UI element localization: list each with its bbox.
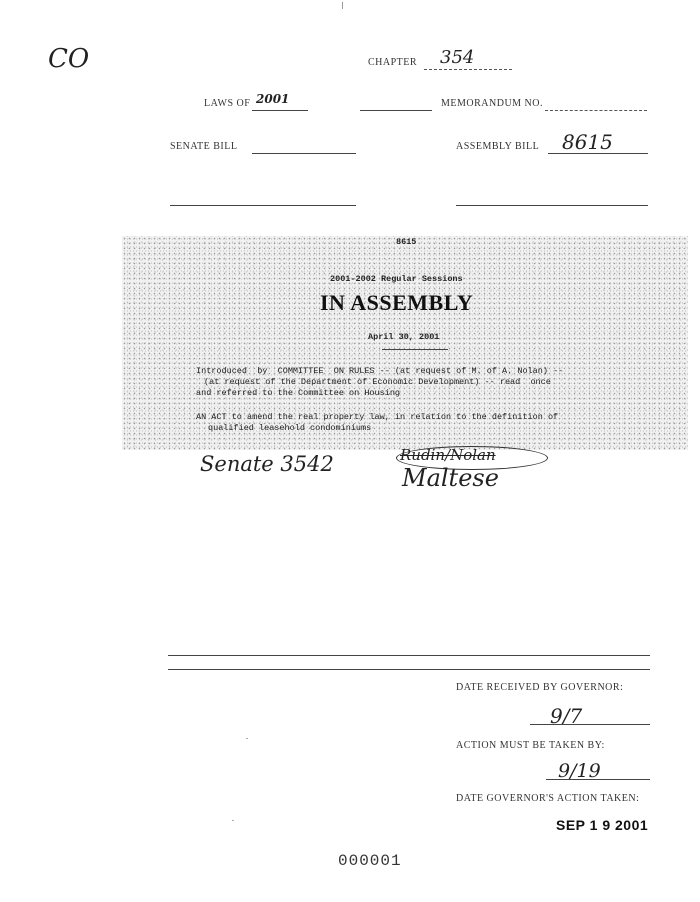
rule-upper — [168, 655, 650, 656]
action-by-value: 9/19 — [558, 760, 601, 782]
senate-bill-label: SENATE BILL — [170, 141, 238, 152]
date-received-line — [530, 724, 650, 725]
action-taken-label: DATE GOVERNOR'S ACTION TAKEN: — [456, 793, 640, 804]
memo-prefix-line — [360, 110, 432, 111]
action-by-label: ACTION MUST BE TAKEN BY: — [456, 740, 605, 751]
date-received-label: DATE RECEIVED BY GOVERNOR: — [456, 682, 624, 693]
act-line-1: AN ACT to amend the real property law, in relation to the definition of — [196, 412, 559, 422]
intro-line-1: Introduced by COMMITTEE ON RULES -- (at request of M. of A. Nolan) -- — [196, 366, 564, 376]
laws-of-label: LAWS OF — [204, 98, 251, 109]
chapter-label: CHAPTER — [368, 57, 418, 68]
laws-of-line — [252, 110, 308, 111]
speck — [246, 738, 248, 739]
bill-date-underline — [382, 349, 448, 350]
bill-number: 8615 — [396, 237, 417, 247]
blank-line-left — [170, 205, 356, 206]
memorandum-label: MEMORANDUM NO. — [441, 98, 544, 109]
laws-of-value: 2001 — [256, 92, 290, 106]
date-received-value: 9/7 — [550, 704, 583, 728]
blank-line-right — [456, 205, 648, 206]
rule-lower — [168, 669, 650, 670]
chapter-value: 354 — [440, 47, 475, 68]
assembly-bill-label: ASSEMBLY BILL — [456, 141, 540, 152]
intro-line-3: and referred to the Committee on Housing — [196, 388, 401, 398]
action-by-line — [546, 779, 650, 780]
struck-name: Rudin/Nolan — [400, 446, 496, 464]
act-line-2: qualified leasehold condominiums — [208, 423, 372, 433]
page-number: 000001 — [338, 852, 402, 870]
intro-line-2: (at request of the Department of Economic Development) -- read once — [204, 377, 551, 387]
chapter-line — [424, 69, 512, 70]
bill-date: April 30, 2001 — [368, 332, 440, 342]
action-taken-stamp: SEP 1 9 2001 — [556, 817, 649, 833]
assembly-bill-value: 8615 — [562, 130, 613, 154]
corner-mark: CO — [48, 44, 90, 74]
speck — [232, 820, 234, 821]
speck — [342, 2, 343, 9]
senate-note: Senate 3542 — [200, 452, 334, 476]
bill-title: IN ASSEMBLY — [320, 290, 474, 315]
senate-bill-line — [252, 153, 356, 154]
assembly-bill-line — [548, 153, 648, 154]
replacement-name: Maltese — [402, 464, 499, 492]
memorandum-line — [545, 110, 647, 111]
bill-session: 2001-2002 Regular Sessions — [330, 274, 463, 284]
